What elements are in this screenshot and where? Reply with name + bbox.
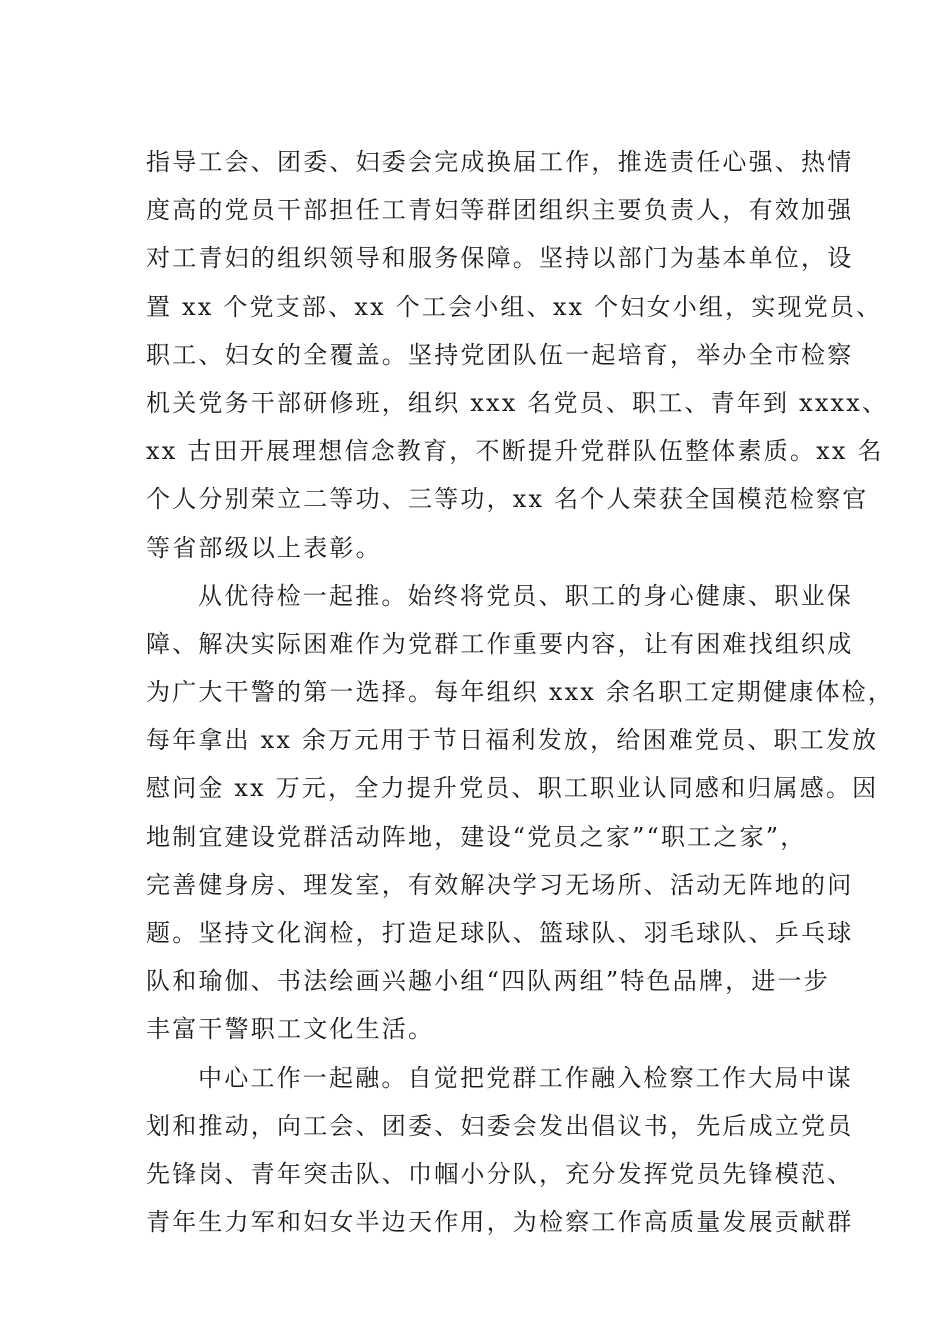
text-line: 划和推动，向工会、团委、妇委会发出倡议书，先后成立党员 <box>146 1111 854 1140</box>
text-line: 置 xx 个党支部、xx 个工会小组、xx 个妇女小组，实现党员、 <box>146 292 883 321</box>
text-line: 对工青妇的组织领导和服务保障。坚持以部门为基本单位，设 <box>146 244 854 273</box>
text-line: 度高的党员干部担任工青妇等群团组织主要负责人，有效加强 <box>146 196 854 225</box>
text-line: 每年拿出 xx 余万元用于节日福利发放，给困难党员、职工发放 <box>146 726 879 755</box>
text-line: 先锋岗、青年突击队、巾帼小分队，充分发挥党员先锋模范、 <box>146 1159 854 1188</box>
text-line: 为广大干警的第一选择。每年组织 xxx 余名职工定期健康体检， <box>146 678 895 707</box>
text-line: 慰问金 xx 万元，全力提升党员、职工职业认同感和归属感。因 <box>146 774 879 803</box>
text-line: 丰富干警职工文化生活。 <box>146 1015 435 1044</box>
text-line: 障、解决实际困难作为党群工作重要内容，让有困难找组织成 <box>146 629 854 658</box>
text-line: 机关党务干部研修班，组织 xxx 名党员、职工、青年到 xxxx、 <box>146 388 889 417</box>
paragraph-start-line: 从优待检一起推。始终将党员、职工的身心健康、职业保 <box>198 581 853 610</box>
text-line: 地制宜建设党群活动阵地，建设“党员之家”“职工之家”， <box>146 822 807 851</box>
text-line: 个人分别荣立二等功、三等功，xx 名个人荣获全国模范检察官 <box>146 485 869 514</box>
paragraph-start-line: 中心工作一起融。自觉把党群工作融入检察工作大局中谋 <box>198 1063 853 1092</box>
text-line: 职工、妇女的全覆盖。坚持党团队伍一起培育，举办全市检察 <box>146 340 854 369</box>
text-line: 青年生力军和妇女半边天作用，为检察工作高质量发展贡献群 <box>146 1208 854 1237</box>
text-line: 等省部级以上表彰。 <box>146 533 382 562</box>
text-line: 题。坚持文化润检，打造足球队、篮球队、羽毛球队、乒乓球 <box>146 919 854 947</box>
text-line: 完善健身房、理发室，有效解决学习无场所、活动无阵地的问 <box>146 870 854 899</box>
text-line: 队和瑜伽、书法绘画兴趣小组“四队两组”特色品牌，进一步 <box>146 967 830 996</box>
body-text <box>146 138 895 1246</box>
text-line: xx 古田开展理想信念教育，不断提升党群队伍整体素质。xx 名 <box>146 437 884 466</box>
text-line: 指导工会、团委、妇委会完成换届工作，推选责任心强、热情 <box>146 148 854 176</box>
